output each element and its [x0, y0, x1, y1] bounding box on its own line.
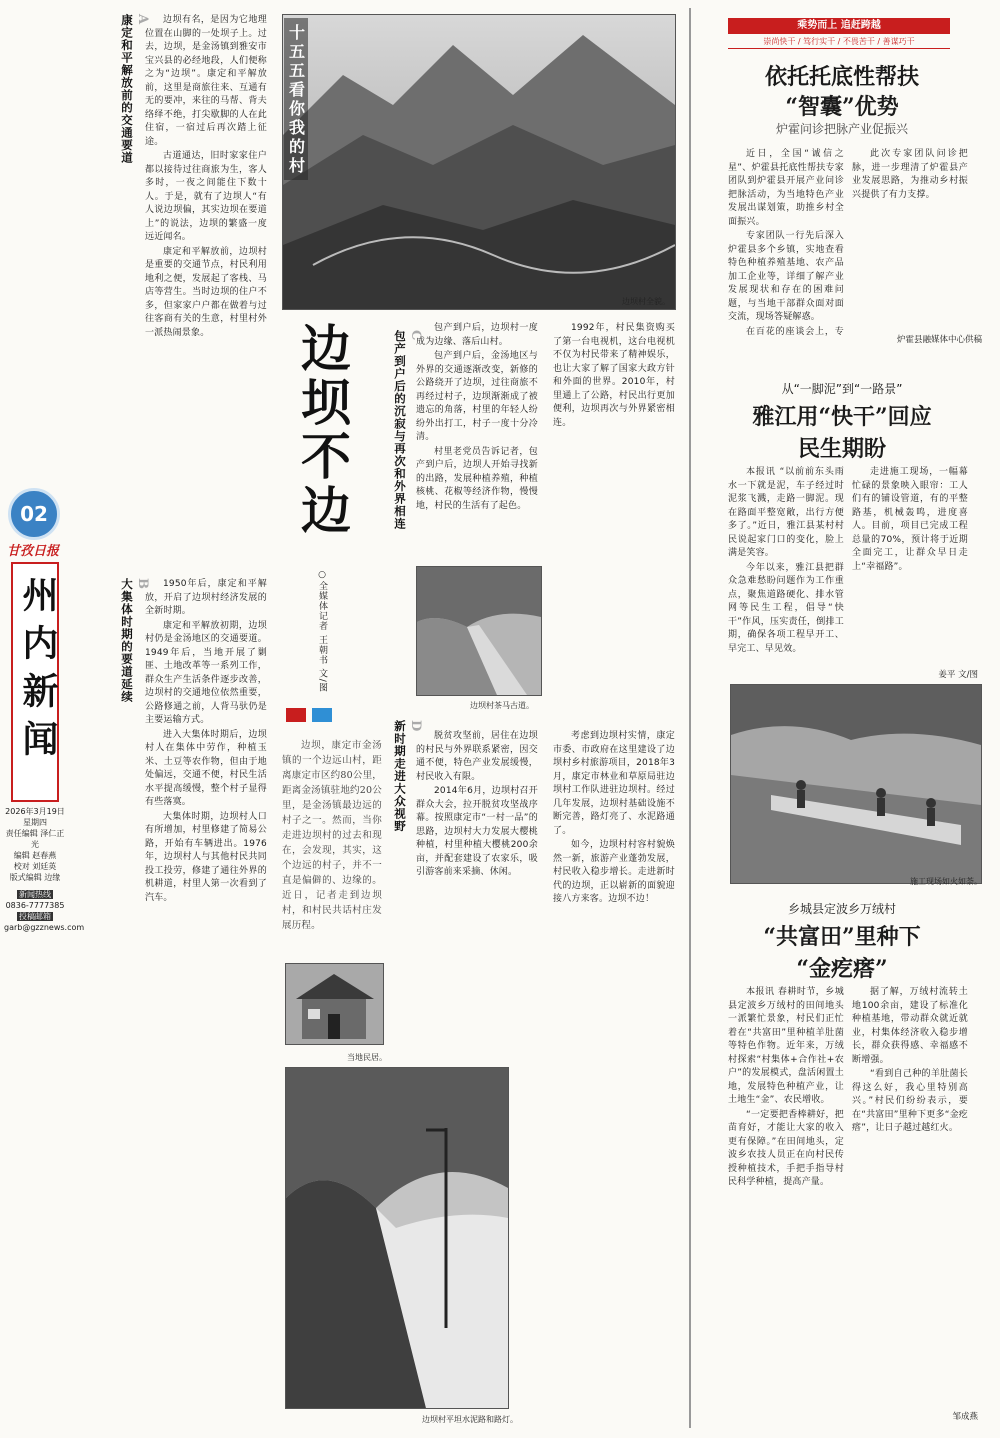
- subhead-letter: A: [135, 14, 150, 26]
- banner-rule: [728, 48, 950, 49]
- article2-column-2: [852, 466, 968, 670]
- subhead-letter: B: [135, 578, 150, 590]
- paragraph: 近日，全国“诚信之星”、炉霍县托底性帮扶专家团队到炉霍县开展产业问诊把脉活动，为当地特色产业发展出谋划策，助推乡村全面振兴。: [728, 149, 844, 227]
- paragraph: 本报讯 “以前前东头雨水一下就是泥，车子经过时泥浆飞溅，走路一脚泥。现在路面平整宽敞，出行方便多了。”近日，雅江县某村村民说起家门口的变化，脸上满是笑容。: [728, 467, 844, 558]
- feature-column-a: [145, 14, 267, 562]
- article3-kicker: 乡城县定波乡万绒村: [787, 902, 896, 916]
- paragraph: 在百花的座谈会上，专: [746, 326, 844, 337]
- paragraph: 专家团队一行先后深入炉霍县多个乡镇，实地查看特色种植养殖基地、农产品加工企业等，详细了解产业发展现状和存在的困难问题，与当地干部群众面对面交流，现场答疑解惑。: [728, 231, 844, 322]
- intro-box: [282, 738, 382, 956]
- construction-photo: [730, 684, 982, 884]
- article1-title-line1: 依托托底性帮扶: [764, 64, 919, 90]
- mountain-landscape-image: [283, 15, 675, 309]
- subhead-letter: D: [408, 720, 423, 733]
- paragraph: 1992年，村民集资购买了第一台电视机，这台电视机不仅为村民带来了精神娱乐，也让大家了解了国家大政方针和外面的世界。2010年，村里通上了公路，村民出行更加便利，边坝再次与外界紧密相连。: [553, 323, 675, 428]
- hotline-label: 新闻热线: [19, 890, 51, 899]
- sidebar-banner: 乘势而上 追赶跨越: [728, 18, 950, 34]
- article2-kicker: 从“一脚泥”到“一路景”: [781, 382, 903, 396]
- house-image: [286, 964, 383, 1044]
- series-label: 十五五看你我的村: [286, 24, 306, 176]
- paragraph: 考虑到边坝村实情，康定市委、市政府在这里建设了边坝村乡村旅游项目，2018年3月，康定市林业和草原局驻边坝村工作队进驻边坝村。经过几年发展，边坝村基础设施不断完善，路灯亮了、水泥路通了。: [553, 731, 675, 836]
- paragraph: 走进施工现场，一幅幕忙碌的景象映入眼帘：工人们有的铺设管道，有的平整路基，机械轰鸣，进度喜人。目前，项目已完成工程总量的70%，预计将于近期全面完工，让群众早日走上“幸福路”。: [852, 467, 968, 572]
- subhead-text: 康定和平解放前的交通要道: [120, 14, 134, 164]
- newspaper-logo: 甘孜日报: [6, 544, 59, 559]
- paragraph: 大集体时期，边坝村人口有所增加，村里修建了简易公路，开始有车辆进出。1976年，边坝村人与其他村民共同投工投劳，修建了通往外界的机耕道，村里人第一次看到了汽车。: [145, 811, 267, 903]
- paragraph: 包产到户后，金汤地区与外界的交通逐渐改变，新修的公路绕开了边坝，过往商旅不再经过村子，边坝渐渐成了被遗忘的角落，村里的年轻人纷纷外出打工，村子一度十分冷清。: [416, 351, 538, 442]
- series-label-box: [284, 18, 308, 180]
- subhead-letter: C: [408, 330, 423, 342]
- paragraph: 今年以来，雅江县把群众急难愁盼问题作为工作重点，聚焦道路硬化、排水管网等民生工程，倡导“快干”作风，压实责任，倒排工期，确保各项工程早开工、早完工、早见效。: [728, 562, 844, 654]
- article2-byline: 姜平 文/图: [938, 670, 978, 680]
- hotline-number: 0836-7777385: [5, 901, 65, 910]
- feature-headline: 边坝不边: [293, 322, 352, 538]
- article1-subtitle: 炉霍问诊把脉产业促振兴: [775, 122, 908, 136]
- tea-horse-road-photo: [416, 566, 542, 696]
- photo-caption: 边坝村平坦水泥路和路灯。: [422, 1415, 518, 1424]
- feature-column-d: [416, 730, 538, 1060]
- article1-column-2: [852, 148, 968, 328]
- village-panorama-photo: [282, 14, 676, 310]
- subhead-text: 新时期走进大众视野: [393, 720, 407, 833]
- subhead-text: 包产到户后的沉寂与再次和外界相连: [393, 330, 407, 530]
- photo-caption: 施工现场如火如荼。: [910, 877, 982, 886]
- article2-title-line1: 雅江用“快干”回应: [752, 404, 932, 430]
- feature-column-c: [416, 322, 538, 562]
- issue-date: 2026年3月19日: [5, 807, 65, 816]
- paragraph: 村里老党员告诉记者，包产到户后，边坝人开始寻找新的出路，发展种植养殖，种植核桃、花椒等经济作物，慢慢地，村民的生活有了起色。: [416, 446, 538, 511]
- issue-info: [4, 806, 85, 933]
- ancient-road-image: [417, 567, 541, 695]
- paragraph: 康定和平解放初期，边坝村仍是金汤地区的交通要道。1949年后，当地开展了剿匪、土地改革等一系列工作，群众生产生活条件逐步改善，边坝村的交通地位依然重要，公路修通之前，人背马驮仍是主要运输方式。: [145, 620, 267, 725]
- article3-title-line2: “金疙瘩”: [796, 956, 888, 982]
- paragraph: 据了解，万绒村流转土地100余亩，建设了标准化种植基地，带动群众就近就业，村集体经济收入稳步增长，群众获得感、幸福感不断增强。: [852, 987, 968, 1065]
- paragraph: 包产到户后，边坝村一度成为边缘、落后山村。: [416, 323, 538, 347]
- article3-byline: 邹成燕: [952, 1412, 978, 1422]
- feature-column-d2: [553, 730, 675, 1420]
- blue-accent-block: [312, 708, 332, 722]
- paragraph: 此次专家团队问诊把脉，进一步理清了炉霍县产业发展思路，为推动乡村振兴提供了有力支撑。: [852, 149, 968, 200]
- subhead-text: 大集体时期的要道延续: [120, 578, 134, 703]
- byline: ○全媒体记者 王朝书 文/图: [317, 570, 327, 693]
- credit-line: 版式编辑 边缘: [9, 873, 61, 882]
- paragraph: 本报讯 春耕时节，乡城县定波乡万绒村的田间地头一派繁忙景象，村民们正忙着在“共富田”里种植羊肚菌等特色作物。近年来，万绒村探索“村集体+合作社+农户”的发展模式，盘活闲置土地，发展特色种植产业，让土地生“金”、农民增收。: [728, 987, 844, 1105]
- article1-title-line2: “智囊”优势: [785, 94, 899, 120]
- feature-column-c2: [553, 322, 675, 706]
- road-streetlight-image: [286, 1068, 508, 1408]
- red-accent-block: [286, 708, 306, 722]
- road-photo: [285, 1067, 509, 1409]
- feature-column-d3: [516, 1067, 546, 1397]
- feature-column-b: [145, 578, 267, 1414]
- article3-title-line1: “共富田”里种下: [763, 924, 921, 950]
- intro-text: 边坝，康定市金汤镇的一个边远山村，距离康定市区约80公里，距离金汤镇驻地约20公里，是金汤镇最边远的村子之一。然而，当你走进边坝村的过去和现在，会发现，其实，这个边远的村子，并不一直是偏僻的、边缘的。近日，记者走到边坝村，和村民共话村庄发展历程。: [282, 740, 382, 931]
- page-number-badge: 02: [8, 488, 60, 540]
- sidebar-banner-tags: 崇尚快干 / 笃行实干 / 不畏苦干 / 善谋巧干: [763, 37, 915, 46]
- issue-weekday: 星期四: [23, 818, 47, 827]
- email-label: 投稿邮箱: [19, 912, 51, 921]
- column-divider: [689, 8, 691, 1428]
- article3-column-1: [728, 986, 844, 1420]
- dwelling-photo: [285, 963, 384, 1045]
- article2-title-line2: 民生期盼: [797, 436, 886, 462]
- paragraph: 边坝有名，是因为它地理位置在山脚的一处坝子上。过去，边坝，是金汤镇到雅安市宝兴县的必经地段，人们便称之为“边坝”。康定和平解放前，这里是商旅往来、互通有无的要冲，来往的马帮、背夫络绎不绝，打尖歇脚的人在此住宿，一宿过后再次踏上征途。: [145, 15, 267, 147]
- photo-caption: 边坝村全貌。: [622, 297, 670, 306]
- credit-line: 责任编辑 泽仁正光: [5, 829, 65, 849]
- article1-source: 炉霍县融媒体中心供稿: [896, 335, 982, 345]
- paragraph: 进入大集体时期后，边坝村人在集体中劳作，种植玉米、土豆等农作物，但由于地处偏远，交通不便，村民生活水平提高缓慢，整个村子显得有些落寞。: [145, 729, 267, 807]
- credit-line: 编辑 赵春燕: [13, 851, 57, 860]
- paragraph: 如今，边坝村村容村貌焕然一新，旅游产业蓬勃发展，村民收入稳步增长。走进新时代的边坝，正以崭新的面貌迎接八方来客。边坝不边！: [553, 840, 675, 904]
- credit-line: 校对 刘廷英: [13, 862, 57, 871]
- paragraph: 1950年后，康定和平解放，开启了边坝村经济发展的全新时期。: [145, 579, 267, 616]
- paragraph: “一定要把香棒耕好，把苗育好，才能让大家的收入更有保障。”在田间地头，定波乡农技人员正在向村民传授种植技术，手把手指导村民科学种植，提高产量。: [728, 1109, 844, 1187]
- article2-column-1: [728, 466, 844, 680]
- photo-caption: 边坝村茶马古道。: [470, 701, 534, 710]
- photo-caption: 当地民居。: [347, 1053, 387, 1062]
- paragraph: 康定和平解放前，边坝村是重要的交通节点，村民利用地利之便，发展起了客栈、马店等营生。当时边坝的住户不多，但家家户户都在做着与过往客商有关的生意，村里村外一派热闹景象。: [145, 246, 267, 338]
- contact-email[interactable]: garb@gzznews.com: [4, 923, 85, 932]
- article1-column-1: [728, 148, 844, 338]
- paragraph: “看到自己种的羊肚菌长得这么好，我心里特别高兴。”村民们纷纷表示，要在“共富田”里种下更多“金疙瘩”，让日子越过越红火。: [852, 1069, 968, 1133]
- construction-site-image: [731, 685, 981, 883]
- section-title-box: [11, 562, 59, 802]
- section-title: 州内新闻: [17, 576, 59, 768]
- article3-column-2: [852, 986, 968, 1406]
- paragraph: 古道通达，旧时家家住户都以接待过往商旅为生，客人多时，一夜之间能住下数十人。于是，就有了边坝人“有人说边坝偏，其实边坝在要道上”的说法，边坝的繁盛一度远近闻名。: [145, 151, 267, 242]
- paragraph: 脱贫攻坚前，居住在边坝的村民与外界联系紧密，因交通不便，特色产业发展缓慢，村民收入有限。: [416, 731, 538, 782]
- paragraph: 2014年6月，边坝村召开群众大会，拉开脱贫攻坚战序幕。按照康定市“一村一品”的思路，边坝村大力发展大樱桃种植，村里种植大樱桃200余亩，并配套建设了农家乐，吸引游客前来采摘、休闲。: [416, 786, 538, 877]
